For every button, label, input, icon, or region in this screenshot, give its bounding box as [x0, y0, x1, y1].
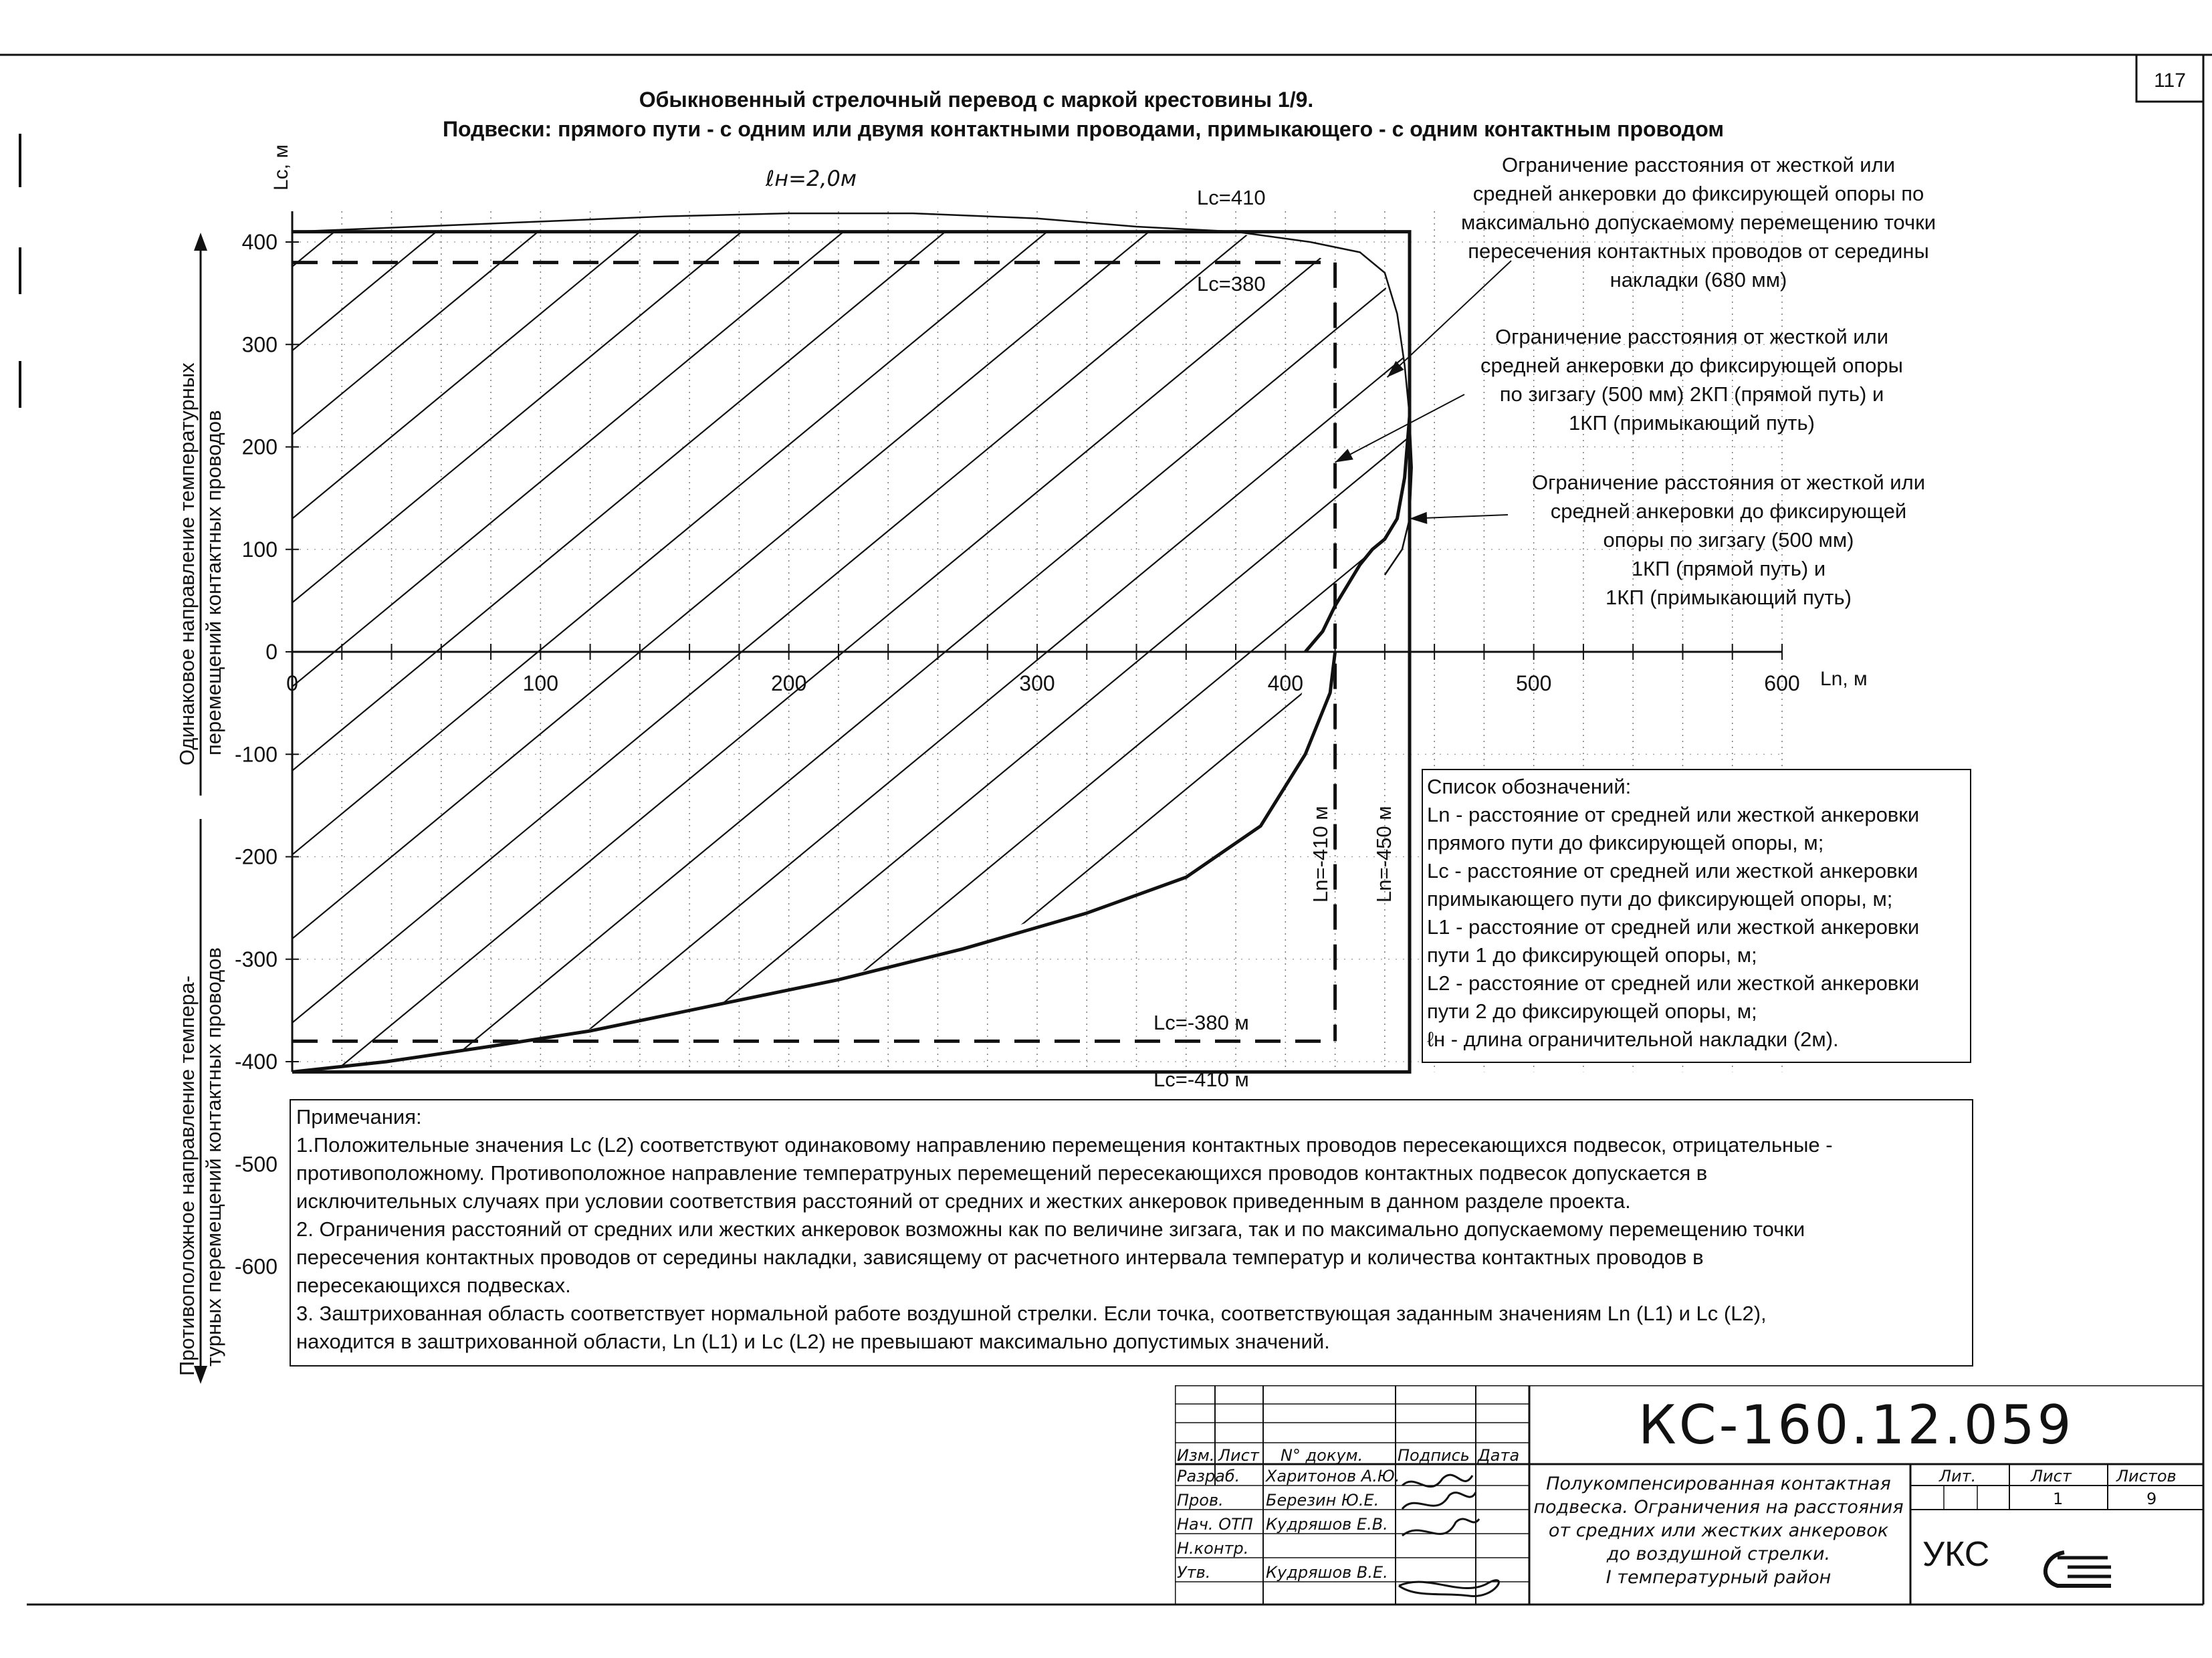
- annotation-line: пересечения контактных проводов от середины: [1468, 239, 1929, 263]
- annotation-line: Ограничение расстояния от жесткой или: [1531, 471, 1926, 494]
- annotation-zigzag-1kp: [1488, 468, 1969, 612]
- x-tick-label: 400: [1267, 671, 1304, 695]
- hatch-line: [168, 0, 1533, 537]
- notes-line: находится в заштрихованной области, Ln (L1) и Lc (L2) не превышают максимально допустимых значений.: [296, 1330, 1330, 1353]
- x-tick-label: 0: [286, 671, 298, 695]
- legend-line: прямого пути до фиксирующей опоры, м;: [1427, 831, 1824, 854]
- notes-line: 1.Положительные значения Lc (L2) соответствуют одинаковому направлению перемещения контактных проводов пересекающихся подвесок, отрицательные -: [296, 1133, 1833, 1157]
- notes-title: Примечания:: [296, 1105, 422, 1129]
- tb-description-line: подвеска. Ограничения на расстояния: [1533, 1497, 1904, 1518]
- annotation-zigzag-2kp: [1458, 322, 1926, 437]
- legend-line: Lc - расстояние от средней или жесткой анкеровки: [1427, 859, 1918, 882]
- notes-line: исключительных случаях при условии соответствия расстояний от средних и жестких анкеровок приведенным в данном разделе проекта.: [296, 1189, 1631, 1213]
- hatch-line: [168, 419, 1533, 1546]
- tb-header-doc: N° докум.: [1281, 1446, 1363, 1465]
- annotation-line: 1КП (примыкающий путь): [1569, 411, 1815, 435]
- annotation-line: Ограничение расстояния от жесткой или: [1501, 153, 1896, 176]
- tb-header-izm: Изм.: [1177, 1446, 1215, 1465]
- side-label-top-2: перемещений контактных проводов: [202, 410, 225, 755]
- hatch-line: [168, 0, 1533, 33]
- tb-description-line: I температурный район: [1606, 1567, 1832, 1588]
- legend-line: ℓн - длина ограничительной накладки (2м).: [1427, 1028, 1839, 1051]
- notes-line: пересечения контактных проводов от середины накладки, зависящему от расчетного интервала температур и количества контактных проводов в: [296, 1246, 1704, 1269]
- limit-label: Ln=-410 м: [1309, 806, 1332, 903]
- tb-description: [1531, 1472, 1906, 1589]
- x-tick-label: 100: [522, 671, 559, 695]
- annotation-line: по зигзагу (500 мм) 2КП (прямой путь) и: [1499, 382, 1884, 406]
- tb-header-list: Лист: [1218, 1446, 1259, 1465]
- annotation-line: средней анкеровки до фиксирующей опоры: [1480, 354, 1903, 377]
- series-curve: [1305, 417, 1410, 652]
- limit-label: Lc=410: [1197, 186, 1266, 209]
- notes-line: 2. Ограничения расстояний от средних или жестких анкеровок возможны как по величине зигзага, так и по максимально допускаемому перемещению точки: [296, 1217, 1805, 1241]
- signature-icon: [1399, 1580, 1499, 1596]
- tb-role: Пров.: [1177, 1491, 1224, 1510]
- y-tick-label: 400: [241, 230, 278, 254]
- side-arrow-up-icon: [194, 233, 207, 251]
- tb-description-line: от средних или жестких анкеровок: [1548, 1520, 1889, 1541]
- annotation-line: средней анкеровки до фиксирующей опоры по: [1472, 182, 1924, 205]
- hatch-line: [168, 0, 1533, 285]
- signature-icon: [1402, 1492, 1476, 1509]
- limit-label: Lc=380: [1197, 272, 1266, 295]
- y-tick-label: 300: [241, 332, 278, 357]
- ln-label: ℓн=2,0м: [766, 166, 857, 191]
- annotation-line: 1КП (примыкающий путь): [1606, 586, 1852, 609]
- y-tick-label: -400: [234, 1050, 278, 1074]
- chart-title-line2: Подвески: прямого пути - с одним или двумя контактными проводами, примыкающего - с одним контактным проводом: [442, 117, 1725, 141]
- annotation-line: накладки (680 мм): [1610, 268, 1787, 291]
- x-axis-label: Ln, м: [1820, 668, 1868, 690]
- legend-line: примыкающего пути до фиксирующей опоры, м;: [1427, 887, 1893, 911]
- side-label-bottom-2: турных перемещений контактных проводов: [202, 947, 225, 1367]
- tb-header-date: Дата: [1478, 1446, 1520, 1465]
- tb-sheets-value: 9: [2146, 1490, 2157, 1508]
- tb-sheets-label: Листов: [2116, 1467, 2177, 1486]
- signature-icon: [1402, 1475, 1472, 1486]
- annotation-line: максимально допускаемому перемещению точки: [1460, 211, 1937, 234]
- limit-label: Lc=-380 м: [1153, 1011, 1249, 1034]
- arrowhead-icon: [1335, 449, 1353, 462]
- legend-line: пути 2 до фиксирующей опоры, м;: [1427, 999, 1757, 1023]
- notes-box: [290, 1099, 1973, 1367]
- y-tick-label: -500: [234, 1152, 278, 1177]
- y-tick-label: 200: [241, 435, 278, 459]
- tb-role: Разраб.: [1177, 1467, 1240, 1486]
- annotation-line: средней анкеровки до фиксирующей: [1550, 499, 1907, 523]
- tb-name: Березин Ю.Е.: [1266, 1491, 1379, 1510]
- x-tick-label: 600: [1764, 671, 1800, 695]
- y-axis-label: Lc, м: [270, 144, 292, 191]
- x-tick-label: 300: [1019, 671, 1055, 695]
- y-tick-label: -300: [234, 947, 278, 971]
- annotation-line: Ограничение расстояния от жесткой или: [1495, 325, 1889, 348]
- notes-line: 3. Заштрихованная область соответствует нормальной работе воздушной стрелки. Если точка, соответствующая заданным значениям Ln (L1) и Lc (L2),: [296, 1302, 1767, 1325]
- annotation-line: опоры по зигзагу (500 мм): [1603, 528, 1854, 552]
- side-label-top-1: Одинаковое направление температурных: [175, 362, 199, 765]
- tb-description-line: до воздушной стрелки.: [1606, 1544, 1831, 1564]
- limit-curves: [292, 213, 1412, 1072]
- y-tick-label: 100: [241, 537, 278, 562]
- series-curve: [292, 652, 1335, 1072]
- tb-name: Кудряшов В.Е.: [1266, 1563, 1388, 1582]
- notes-line: противоположному. Противоположное направление температруных перемещений пересекающихся проводов контактных подвесок допускается в: [296, 1161, 1708, 1185]
- series-curve: [292, 213, 1412, 575]
- y-tick-label: 0: [265, 640, 278, 664]
- y-tick-label: -100: [234, 742, 278, 767]
- arrowhead-icon: [1410, 512, 1427, 524]
- tb-name: Харитонов А.Ю.: [1266, 1467, 1400, 1486]
- tb-role: Н.контр.: [1177, 1539, 1249, 1558]
- legend-line: L2 - расстояние от средней или жесткой анкеровки: [1427, 971, 1920, 995]
- limit-label: Ln=-450 м: [1372, 806, 1396, 903]
- y-tick-label: -600: [234, 1254, 278, 1279]
- annotation-line: 1КП (прямой путь) и: [1631, 557, 1826, 580]
- organization-logo-icon: [2045, 1552, 2111, 1586]
- legend-title: Список обозначений:: [1427, 775, 1632, 798]
- legend-line: пути 1 до фиксирующей опоры, м;: [1427, 943, 1757, 967]
- tb-description-line: Полукомпенсированная контактная: [1546, 1473, 1891, 1494]
- annotation-arrow-line: [1335, 394, 1464, 462]
- tb-header-signature: Подпись: [1398, 1446, 1470, 1465]
- tb-lit-label: Лит.: [1939, 1467, 1977, 1486]
- doc-code: КС-160.12.059: [1638, 1394, 2074, 1456]
- tb-role: Утв.: [1177, 1563, 1211, 1582]
- annotation-680mm: [1438, 150, 1959, 294]
- hatch-line: [168, 0, 1533, 453]
- limit-labels: [1153, 186, 1396, 1091]
- page-number: 117: [2154, 70, 2186, 92]
- side-label-bottom-1: Противоположное направление темпера-: [175, 975, 199, 1376]
- tb-role: Нач. ОТП: [1177, 1515, 1253, 1534]
- legend-box: [1422, 769, 1971, 1063]
- y-tick-label: -200: [234, 844, 278, 869]
- legend-line: Ln - расстояние от средней или жесткой анкеровки: [1427, 803, 1920, 826]
- legend-line: L1 - расстояние от средней или жесткой анкеровки: [1427, 915, 1920, 939]
- tb-org: УКС: [1922, 1535, 1990, 1574]
- tb-sheet-label: Лист: [2031, 1467, 2072, 1486]
- x-tick-label: 500: [1515, 671, 1552, 695]
- tb-name: Кудряшов Е.В.: [1266, 1515, 1388, 1534]
- tb-sheet-value: 1: [2053, 1490, 2064, 1508]
- notes-line: пересекающихся подвесках.: [296, 1274, 571, 1297]
- x-tick-label: 200: [770, 671, 807, 695]
- chart-title-line1: Обыкновенный стрелочный перевод с маркой крестовины 1/9.: [639, 88, 1314, 112]
- limit-label: Lc=-410 м: [1153, 1068, 1249, 1091]
- side-label-gap: [181, 796, 231, 819]
